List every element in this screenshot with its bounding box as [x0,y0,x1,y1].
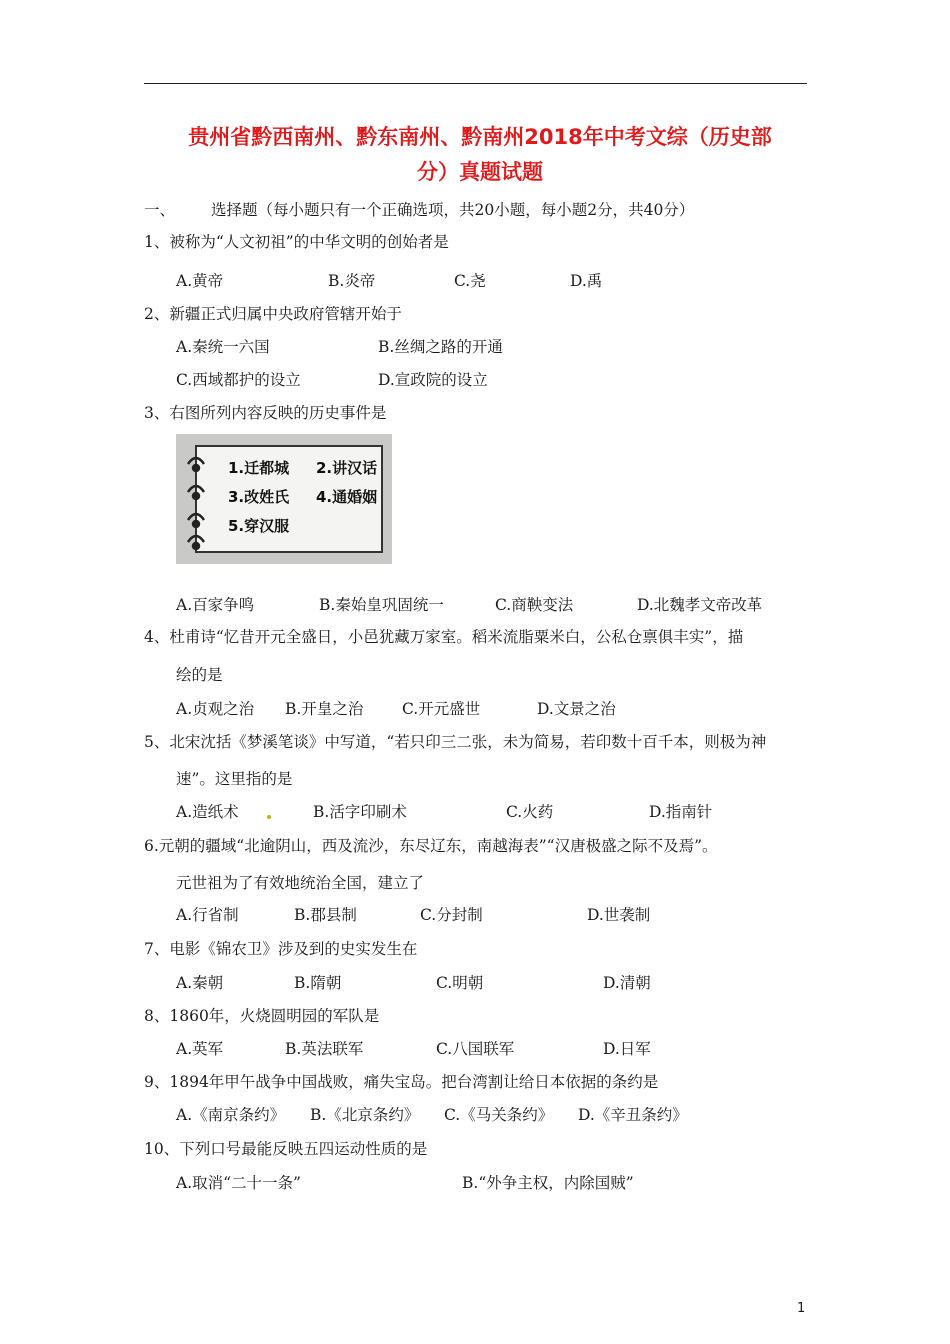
q1-option-d: D.禹 [570,272,603,290]
figure-note-5: 5.穿汉服 [228,517,290,535]
question-4-stem: 4、杜甫诗“忆昔开元全盛日，小邑犹藏万家室。稻米流脂粟米白，公私仓禀俱丰实”，描 [144,628,744,646]
q7-option-d: D.清朝 [603,974,651,992]
q5-option-c: C.火药 [506,803,554,821]
q5-option-b: B.活字印刷术 [313,803,407,821]
q7-option-c: C.明朝 [436,974,484,992]
q7-option-a: A.秦朝 [176,974,224,992]
q1-option-c: C.尧 [454,272,486,290]
question-10-stem: 10、下列口号最能反映五四运动性质的是 [144,1140,428,1158]
q8-option-d: D.日军 [603,1040,651,1058]
q4-option-c: C.开元盛世 [402,700,481,718]
question-9-stem: 9、1894年甲午战争中国战败，痛失宝岛。把台湾割让给日本依据的条约是 [144,1073,659,1091]
question-2-stem: 2、新疆正式归属中央政府管辖开始于 [144,305,402,323]
question-6-stem-cont: 元世祖为了有效地统治全国，建立了 [176,874,425,892]
stray-mark [267,815,271,819]
q4-option-d: D.文景之治 [537,700,616,718]
q7-option-b: B.隋朝 [294,974,342,992]
figure-note-3: 3.改姓氏 [228,488,290,506]
figure-note-1: 1.迁都城 [228,459,290,477]
question-7-stem: 7、电影《锦农卫》涉及到的史实发生在 [144,940,418,958]
q8-option-b: B.英法联军 [285,1040,364,1058]
header-rule [144,83,807,84]
q9-option-a: A.《南京条约》 [176,1106,286,1124]
q4-option-b: B.开皇之治 [285,700,364,718]
figure-note-4: 4.通婚姻 [316,488,378,506]
q5-option-a: A.造纸术 [176,803,239,821]
q8-option-a: A.英军 [176,1040,224,1058]
section-instructions: 选择题（每小题只有一个正确选项，共20小题，每小题2分，共40分） [211,201,695,219]
q9-option-d: D.《辛丑条约》 [578,1106,688,1124]
q2-option-b: B.丝绸之路的开通 [378,338,503,356]
q3-option-b: B.秦始皇巩固统一 [319,596,444,614]
q6-option-c: C.分封制 [420,906,483,924]
section-number: 一、 [144,201,176,219]
q9-option-c: C.《马关条约》 [444,1106,554,1124]
q8-option-c: C.八国联军 [436,1040,515,1058]
q5-option-d: D.指南针 [649,803,713,821]
q2-option-a: A.秦统一六国 [176,338,270,356]
q2-option-d: D.宣政院的设立 [378,371,488,389]
question-8-stem: 8、1860年，火烧圆明园的军队是 [144,1007,380,1025]
q6-option-b: B.郡县制 [294,906,357,924]
q1-option-a: A.黄帝 [176,272,224,290]
question-5-stem: 5、北宋沈括《梦溪笔谈》中写道，“若只印三二张，未为简易，若印数十百千本，则极为神 [144,733,767,751]
q6-option-a: A.行省制 [176,906,239,924]
q9-option-b: B.《北京条约》 [310,1106,420,1124]
question-4-stem-cont: 绘的是 [176,666,223,684]
document-title-line2: 分）真题试题 [417,160,543,184]
q10-option-b: B.“外争主权，内除国贼” [462,1174,634,1192]
q3-option-a: A.百家争鸣 [176,596,255,614]
q1-option-b: B.炎帝 [328,272,376,290]
q3-option-d: D.北魏孝文帝改革 [637,596,763,614]
q3-option-c: C.商鞅变法 [495,596,574,614]
figure-note-2: 2.讲汉话 [316,459,378,477]
document-title-line1: 贵州省黔西南州、黔东南州、黔南州2018年中考文综（历史部 [188,125,772,149]
question-6-stem: 6.元朝的疆域“北逾阴山，西及流沙，东尽辽东，南越海表”“汉唐极盛之际不及焉”。 [144,837,718,855]
q6-option-d: D.世袭制 [587,906,651,924]
page-number: 1 [797,1301,806,1316]
q10-option-a: A.取消“二十一条” [176,1174,301,1192]
notebook-figure [176,434,392,564]
question-1-stem: 1、被称为“人文初祖”的中华文明的创始者是 [144,233,449,251]
q4-option-a: A.贞观之治 [176,700,255,718]
question-3-stem: 3、右图所列内容反映的历史事件是 [144,404,387,422]
question-5-stem-cont: 速”。这里指的是 [176,770,293,788]
q2-option-c: C.西域都护的设立 [176,371,301,389]
